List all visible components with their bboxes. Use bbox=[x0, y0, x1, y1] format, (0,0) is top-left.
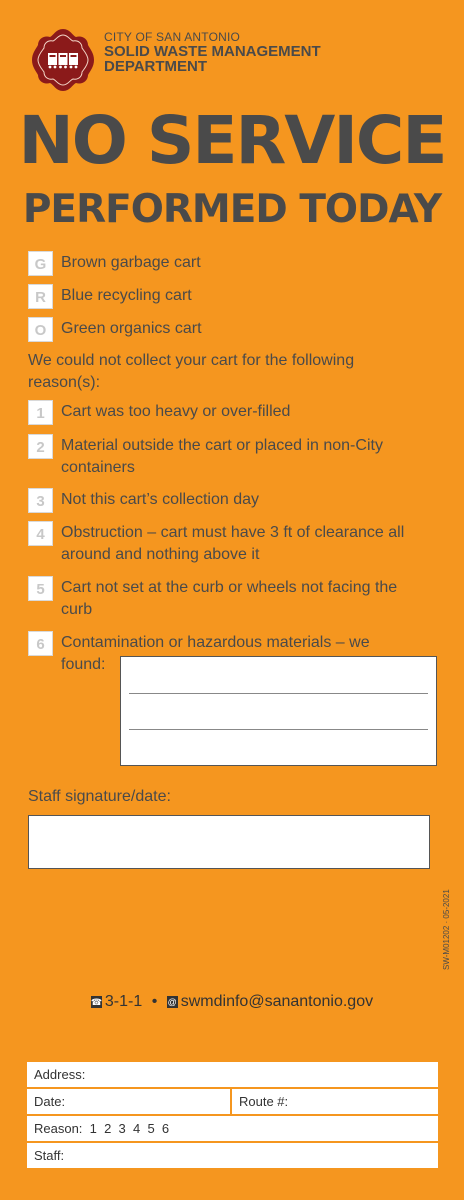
reason-6-line-2: found: bbox=[61, 656, 106, 673]
checkbox-6[interactable]: 6 bbox=[28, 631, 53, 656]
cart-option-garbage[interactable] bbox=[28, 251, 201, 276]
form-code: SW-M01202 · 05-2021 bbox=[442, 889, 451, 970]
city-name: CITY OF SAN ANTONIO bbox=[104, 30, 241, 44]
checkbox-4[interactable]: 4 bbox=[28, 521, 53, 546]
route-field[interactable]: Route #: bbox=[232, 1089, 438, 1114]
reasons-intro: We could not collect your cart for the following reason(s): bbox=[28, 352, 355, 391]
signature-field[interactable] bbox=[28, 815, 430, 869]
reason-text: Obstruction – cart must have 3 ft of clearance all around and nothing above it bbox=[61, 524, 405, 563]
date-field[interactable]: Date: bbox=[27, 1089, 230, 1114]
cart-option-recycling[interactable] bbox=[28, 284, 192, 309]
address-field[interactable]: Address: bbox=[27, 1062, 438, 1087]
cart-option-organics[interactable] bbox=[28, 317, 202, 342]
headline-no-service: NO SERVICE bbox=[18, 102, 446, 179]
reason-text: Cart was too heavy or over-filled bbox=[61, 403, 291, 420]
writing-line bbox=[129, 729, 428, 730]
reason-1[interactable] bbox=[28, 400, 428, 425]
reason-6-line-1: Contamination or hazardous materials – we bbox=[61, 634, 370, 651]
writing-line bbox=[129, 693, 428, 694]
checkbox-r[interactable]: R bbox=[28, 284, 53, 309]
cart-label: Brown garbage cart bbox=[61, 254, 201, 271]
service-record-table bbox=[27, 1062, 438, 1170]
city-seal-logo bbox=[30, 27, 96, 93]
checkbox-5[interactable]: 5 bbox=[28, 576, 53, 601]
department-name bbox=[104, 31, 321, 75]
checkbox-o[interactable]: O bbox=[28, 317, 53, 342]
checkbox-2[interactable]: 2 bbox=[28, 434, 53, 459]
reason-text: Cart not set at the curb or wheels not facing the curb bbox=[61, 579, 398, 618]
reason-2[interactable] bbox=[28, 434, 428, 479]
reason-text: Material outside the cart or placed in non-City containers bbox=[61, 437, 383, 476]
reason-5[interactable] bbox=[28, 576, 428, 621]
phone-number[interactable]: 3-1-1 bbox=[104, 993, 143, 1010]
cart-label: Green organics cart bbox=[61, 320, 202, 337]
email-icon: @ bbox=[167, 997, 177, 1007]
email-address[interactable]: swmdinfo@sanantonio.gov bbox=[180, 993, 374, 1010]
reason-field[interactable]: Reason: 1 2 3 4 5 6 bbox=[27, 1116, 438, 1141]
found-materials-field[interactable] bbox=[120, 656, 437, 766]
headline-performed-today: PERFORMED TODAY bbox=[22, 187, 442, 232]
checkbox-3[interactable]: 3 bbox=[28, 488, 53, 513]
reason-3[interactable] bbox=[28, 488, 428, 513]
cart-label: Blue recycling cart bbox=[61, 287, 192, 304]
phone-icon: ☎ bbox=[90, 997, 103, 1007]
contact-line bbox=[0, 993, 464, 1011]
department-line-2: DEPARTMENT bbox=[104, 58, 208, 76]
separator-dot: • bbox=[151, 993, 158, 1010]
department-line-1: SOLID WASTE MANAGEMENT bbox=[104, 42, 321, 60]
staff-field[interactable]: Staff: bbox=[27, 1143, 438, 1168]
reason-text: Not this cart’s collection day bbox=[61, 491, 260, 508]
checkbox-1[interactable]: 1 bbox=[28, 400, 53, 425]
signature-label: Staff signature/date: bbox=[28, 788, 171, 805]
checkbox-g[interactable]: G bbox=[28, 251, 53, 276]
reason-4[interactable] bbox=[28, 521, 428, 566]
